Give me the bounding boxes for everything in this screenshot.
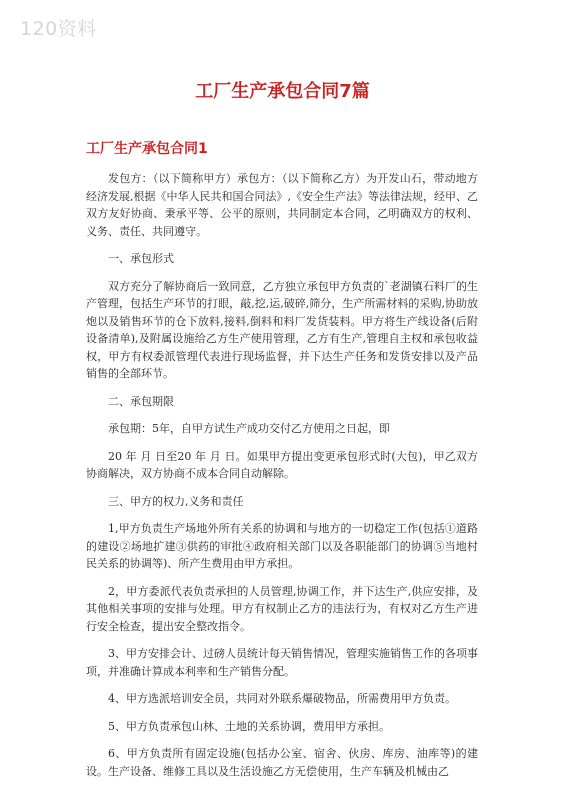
clause-4: 4、甲方选派培训安全员，共同对外联系爆破物品，所需费用甲方负责。: [108, 692, 456, 705]
clause-3: 3、甲方安排会计、过磅人员统计每天销售情况，管理实施销售工作的各项事项，并准确计算成本利率和生产销售分配。: [86, 647, 478, 678]
contract-term-dates-paragraph: 20 年 月 日至20 年 月 日。如果甲方提出变更承包形式时(大包)，甲乙双方协商解决，双方协商不成本合同自动解除。: [86, 449, 478, 480]
clause-2: 2，甲方委派代表负责承担的人员管理,协调工作，并下达生产,供应安排，及其他相关事项的安排与处理。甲方有权制止乙方的违法行为，有权对乙方生产进行安全检查，提出安全整改指令。: [86, 584, 478, 633]
heading-contract-form: 一、承包形式: [108, 252, 174, 265]
watermark: 120资料: [20, 18, 97, 40]
contract-form-paragraph: 双方充分了解协商后一致同意，乙方独立承包甲方负责的`老湖镇石料厂的生产管理，包括生产环节的打眼，敲,挖,运,破碎,筛分，生产所需材料的采购,协助放炮以及销售环节的仓下放料,接料,倒料和料厂发货装料。甲方将生产线设备(后附设备清单),及附属设施给乙方生产使用管理，乙方有生产,管理自主权和承包收益权，甲方有权委派管理代表进行现场监督，并下达生产任务和发货安排以及产品销售的全部环节。: [86, 279, 478, 380]
clause-1: 1,甲方负责生产场地外所有关系的协调和与地方的一切稳定工作(包括①道路的建设②场地扩建③供药的审批④政府相关部门以及各职能部门的协调⑤当地村民关系的协调等)、所产生费用由甲方承担。: [86, 522, 478, 570]
preamble-paragraph: 发包方：（以下简称甲方）承包方：（以下简称乙方）为开发山石，带动地方经济发展,根据《中华人民共和国合同法》,《安全生产法》等法律法规，经甲、乙双方友好协商、秉承平等、公平的原则，共同制定本合同，乙明确双方的权利、义务、责任、共同遵守。: [86, 172, 478, 238]
heading-party-a-rights: 三、甲方的权力,义务和责任: [108, 494, 244, 508]
section-title: 工厂生产承包合同1: [86, 141, 208, 157]
clause-5: 5、甲方负责承包山林、土地的关系协调，费用甲方承担。: [108, 719, 390, 733]
clause-6: 6、甲方负责所有固定设施(包括办公室、宿舍、伙房、库房、油库等)的建设。生产设备、维修工具以及生活设施乙方无偿使用，生产车辆及机械由乙: [86, 747, 478, 778]
heading-contract-term: 二、承包期限: [108, 394, 174, 408]
document-title: 工厂生产承包合同7篇: [195, 81, 370, 102]
document-body: [86, 170, 478, 790]
contract-term-paragraph: 承包期：5年，自甲方试生产成功交付乙方使用之日起，即: [108, 422, 390, 435]
